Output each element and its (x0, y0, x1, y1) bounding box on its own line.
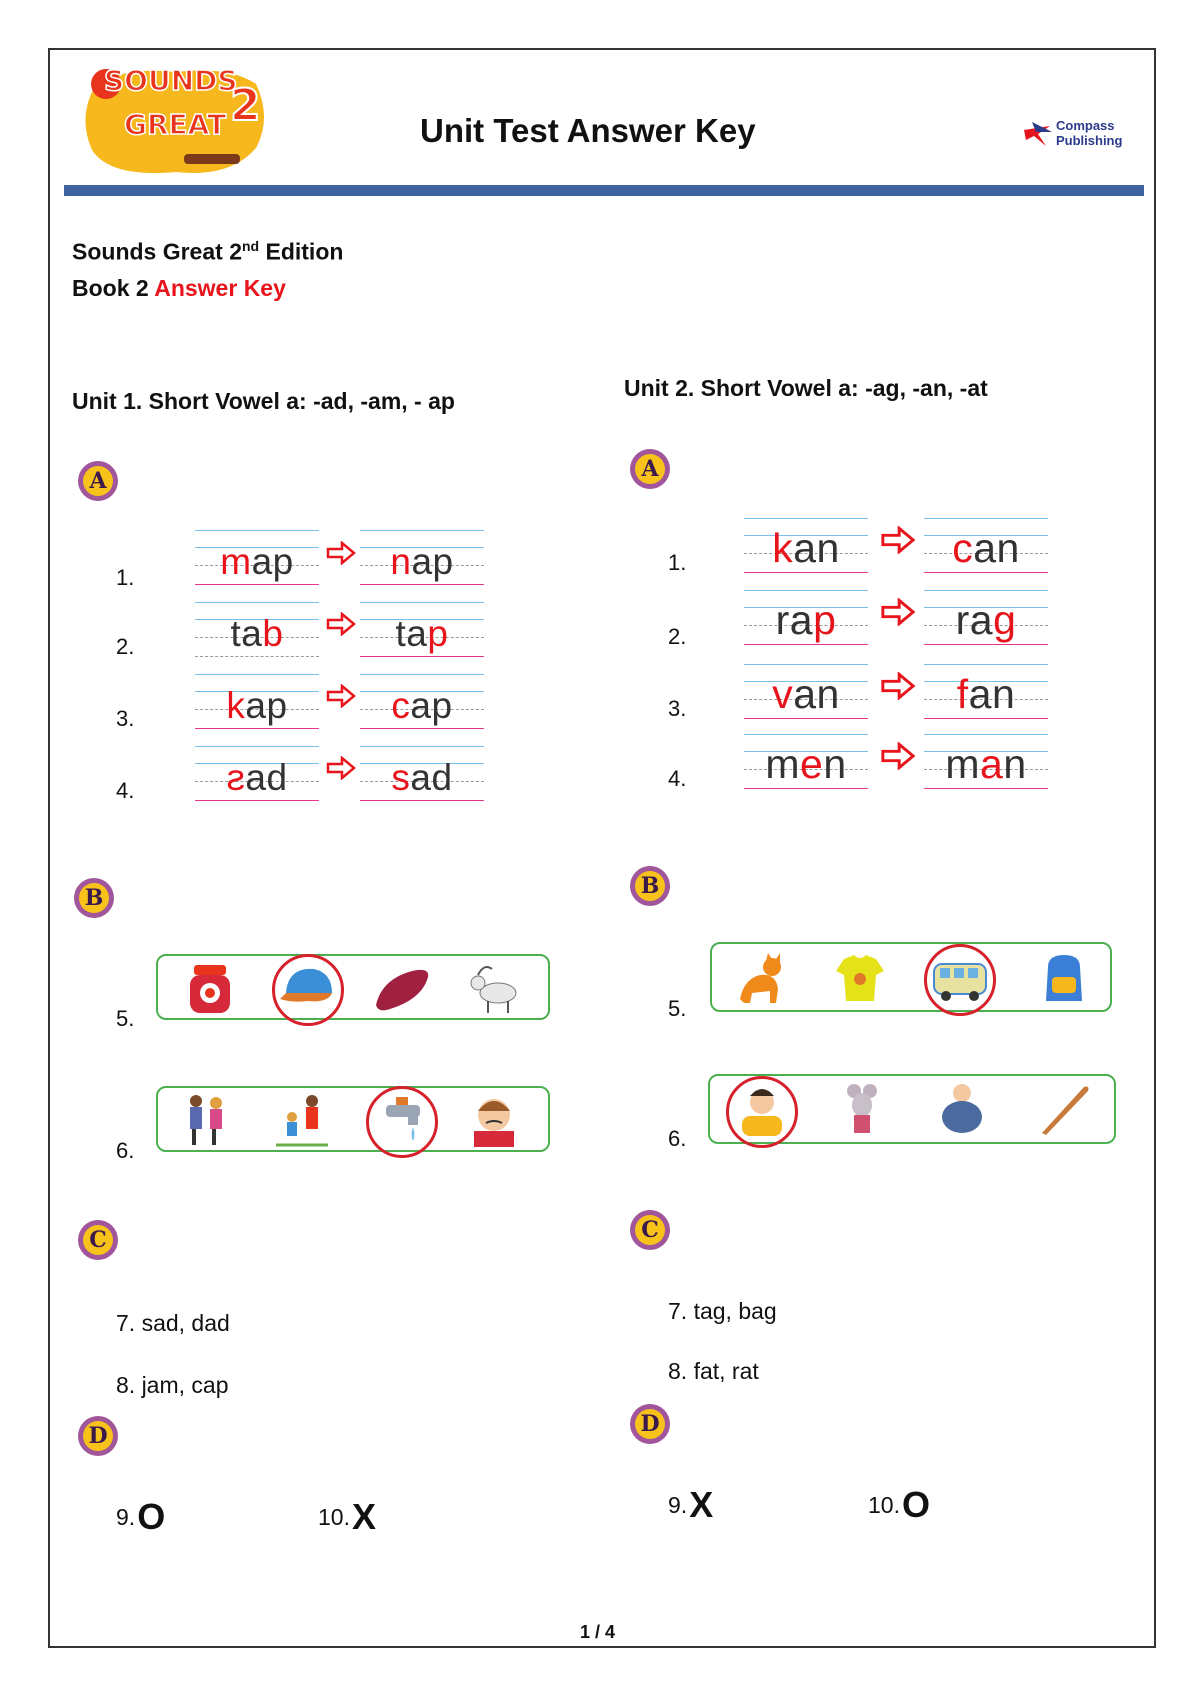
question-number: 5. (668, 996, 687, 1021)
word-from (195, 528, 319, 588)
question-number: 6. (116, 1138, 135, 1163)
ox-mark: O (901, 1484, 930, 1525)
word-to (924, 588, 1048, 648)
question-number: 2. (668, 624, 687, 649)
arrow-right-icon (880, 598, 916, 626)
publisher-line2: Publishing (1056, 133, 1123, 148)
word-text: sad (391, 757, 453, 798)
compass-star-icon (1022, 118, 1054, 148)
cap-icon (278, 959, 338, 1015)
word-to (360, 528, 484, 588)
bat-icon (1036, 1081, 1096, 1137)
section-a-badge: A (630, 449, 670, 489)
word-from (744, 732, 868, 792)
word-text: can (952, 525, 1020, 571)
mother-and-child-icon (272, 1091, 332, 1147)
answer-text: 7. tag, bag (668, 1298, 777, 1324)
section-c-badge: C (630, 1210, 670, 1250)
word-text: rap (775, 597, 837, 643)
arrow-right-icon (880, 742, 916, 770)
page-title: Unit Test Answer Key (420, 112, 756, 149)
question-number: 3. (668, 696, 687, 721)
picture-row (156, 954, 550, 1020)
word-to (360, 744, 484, 804)
section-b-badge: B (630, 866, 670, 906)
document-title (72, 228, 343, 306)
sweet-potato-icon (372, 959, 432, 1015)
word-text: rag (955, 597, 1017, 643)
question-number: 6. (668, 1126, 687, 1151)
word-from (744, 588, 868, 648)
question-number: 2. (116, 634, 135, 659)
question-number: 4. (668, 766, 687, 791)
word-text: kap (226, 685, 288, 726)
family-icon (178, 1091, 238, 1147)
ox-mark: O (137, 1496, 166, 1537)
arrow-right-icon (326, 541, 356, 565)
answer-text: 8. fat, rat (668, 1358, 759, 1384)
arrow-right-icon (326, 684, 356, 708)
answer-text: 7. sad, dad (116, 1310, 230, 1336)
ox-answer: 10.X (318, 1496, 376, 1537)
jam-jar-icon (180, 959, 240, 1015)
ox-answer: 10.O (868, 1484, 930, 1525)
word-text: map (220, 541, 294, 582)
ox-mark: X (689, 1484, 714, 1525)
publisher-logo (1022, 118, 1132, 152)
unit-1-title: Unit 1. Short Vowel a: -ad, -am, - ap (72, 388, 455, 414)
question-number: 5. (116, 1006, 135, 1031)
angry-boy-icon (464, 1091, 524, 1147)
arrow-right-icon (880, 672, 916, 700)
sounds-great-logo (80, 62, 270, 180)
header-rule (64, 185, 1144, 196)
word-to (360, 600, 484, 660)
logo-text-2: GREAT (124, 108, 227, 141)
publisher-line1: Compass (1056, 118, 1115, 133)
question-number: 1. (668, 550, 687, 575)
word-text: sad (226, 757, 288, 798)
doc-line2-a: Book 2 (72, 274, 155, 301)
picture-row (710, 942, 1112, 1012)
answer-text: 8. jam, cap (116, 1372, 229, 1398)
word-from (744, 516, 868, 576)
word-text: men (765, 741, 847, 787)
doc-line1-b: Edition (259, 238, 344, 265)
section-d-badge: D (630, 1404, 670, 1444)
picture-row (156, 1086, 550, 1152)
doc-line1-sup: nd (241, 238, 260, 254)
fat-man-icon (932, 1081, 992, 1137)
goat-icon (464, 959, 524, 1015)
word-to (924, 516, 1048, 576)
arrow-right-icon (880, 526, 916, 554)
ox-answer: 9.X (668, 1484, 714, 1525)
word-text: cap (391, 685, 453, 726)
arrow-right-icon (326, 756, 356, 780)
logo-text-1: SOUNDS (104, 64, 238, 97)
word-from (195, 600, 319, 660)
word-text: nap (390, 541, 454, 582)
page-number: 1 / 4 (580, 1622, 616, 1642)
word-text: van (772, 671, 840, 717)
word-text: man (945, 741, 1027, 787)
picture-row (708, 1074, 1116, 1144)
backpack-icon (1034, 949, 1094, 1005)
tap-icon (372, 1091, 432, 1147)
question-number: 3. (116, 706, 135, 731)
word-from (195, 744, 319, 804)
cat-icon (730, 949, 790, 1005)
bus-icon (930, 950, 990, 1006)
word-from (195, 672, 319, 732)
doc-line1-a: Sounds Great 2 (72, 238, 242, 265)
section-d-badge: D (78, 1416, 118, 1456)
word-text: fan (956, 671, 1016, 717)
word-to (360, 672, 484, 732)
question-number: 1. (116, 565, 135, 590)
shirt-icon (830, 949, 890, 1005)
doc-line2-b: Answer Key (154, 274, 286, 301)
word-to (924, 732, 1048, 792)
word-text: kan (772, 525, 840, 571)
word-to (924, 662, 1048, 722)
unit-2-title: Unit 2. Short Vowel a: -ag, -an, -at (624, 375, 988, 401)
arrow-right-icon (326, 612, 356, 636)
question-number: 4. (116, 778, 135, 803)
section-c-badge: C (78, 1220, 118, 1260)
word-from (744, 662, 868, 722)
rat-icon (832, 1081, 892, 1137)
section-a-badge: A (78, 461, 118, 501)
word-text: tab (230, 613, 284, 654)
section-b-badge: B (74, 878, 114, 918)
logo-number: 2 (230, 80, 261, 131)
ox-mark: X (351, 1496, 376, 1537)
word-text: tap (395, 613, 449, 654)
ox-answer: 9.O (116, 1496, 166, 1537)
man-icon (732, 1082, 792, 1138)
